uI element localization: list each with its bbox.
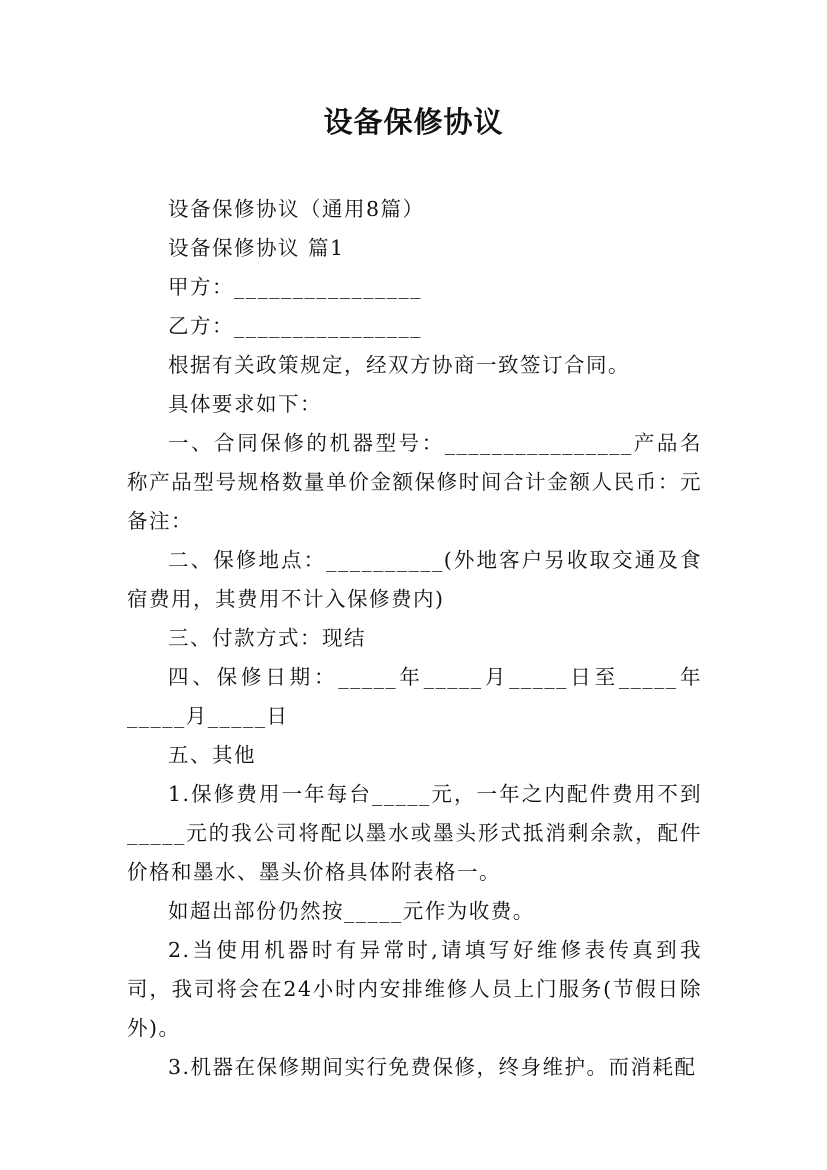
- paragraph-clause-2: 二、保修地点：__________(外地客户另收取交通及食宿费用，其费用不计入保修费内): [127, 548, 702, 611]
- paragraph-clause-4: 四、保修日期：_____年_____月_____日至_____年_____月_____日: [127, 665, 702, 728]
- paragraph-item-1: 1.保修费用一年每台_____元，一年之内配件费用不到_____元的我公司将配以墨水或墨头形式抵消剩余款，配件价格和墨水、墨头价格具体附表格一。: [127, 782, 702, 884]
- document-body: [127, 190, 702, 1087]
- paragraph-subtitle: 设备保修协议（通用8篇）: [168, 197, 425, 221]
- paragraph-requirements: 具体要求如下：: [168, 392, 322, 416]
- paragraph-clause-5: 五、其他: [168, 743, 256, 767]
- paragraph-item-3: 3.机器在保修期间实行免费保修，终身维护。而消耗配: [168, 1055, 697, 1079]
- paragraph-party-b: 乙方：________________: [168, 314, 422, 338]
- paragraph-item-1-note: 如超出部份仍然按_____元作为收费。: [168, 899, 535, 923]
- paragraph-section-heading: 设备保修协议 篇1: [168, 236, 345, 260]
- paragraph-clause-1: 一、合同保修的机器型号：________________产品名称产品型号规格数量单价金额保修时间合计金额人民币：元备注：: [127, 431, 702, 533]
- paragraph-item-2: 2.当使用机器时有异常时,请填写好维修表传真到我司，我司将会在24小时内安排维修人员上门服务(节假日除外)。: [127, 938, 702, 1040]
- paragraph-party-a: 甲方：________________: [168, 275, 422, 299]
- document-title: 设备保修协议: [323, 105, 504, 139]
- paragraph-preamble: 根据有关政策规定，经双方协商一致签订合同。: [168, 353, 630, 377]
- paragraph-clause-3: 三、付款方式：现结: [168, 626, 366, 650]
